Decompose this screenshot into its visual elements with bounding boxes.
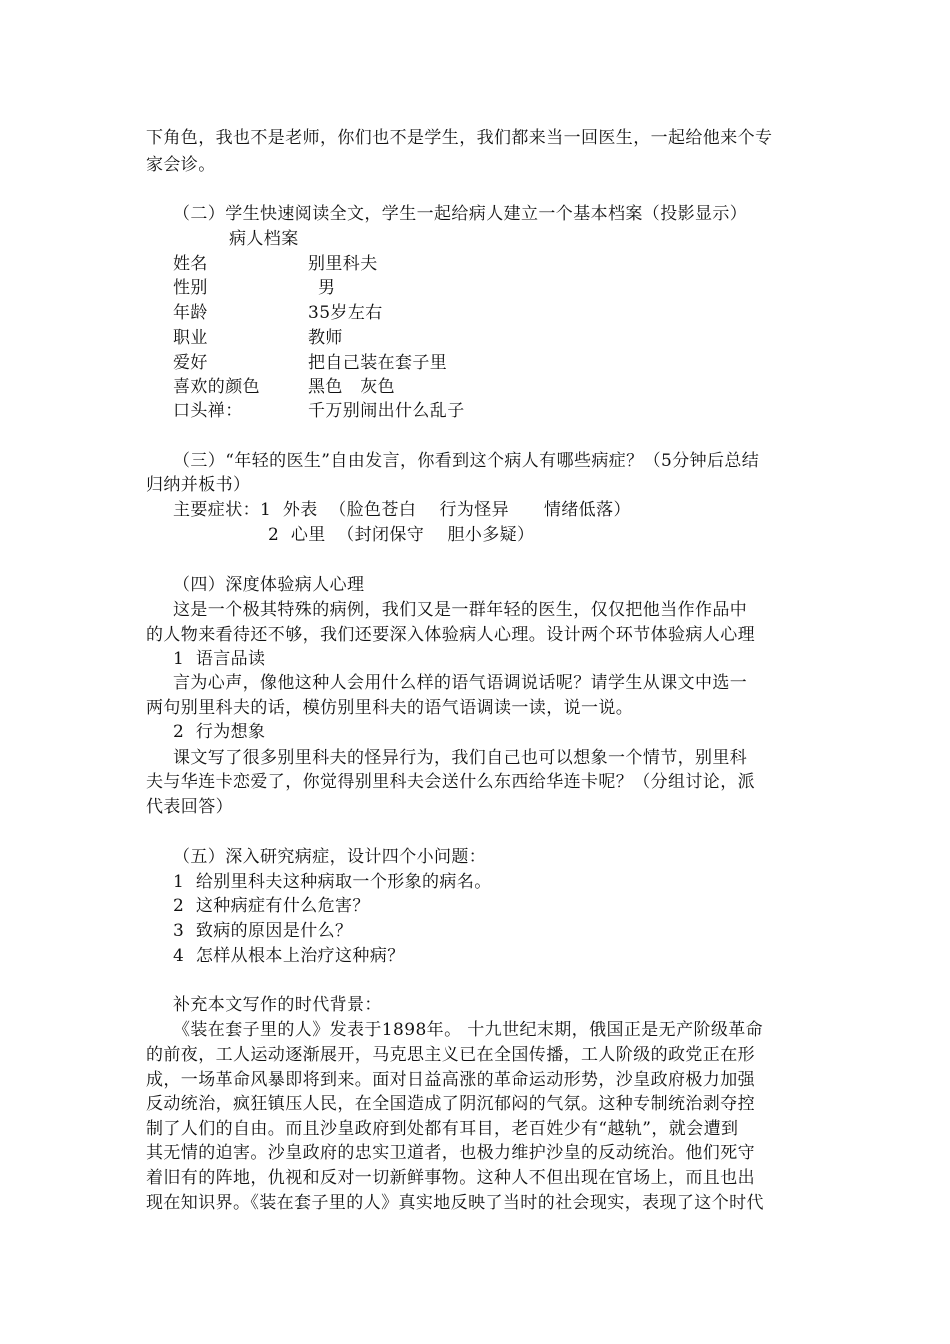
section-4-p3-line-3: 代表回答） <box>146 797 233 817</box>
section-4-p2-line-1: 言为心声，像他这种人会用什么样的语气语调说话呢？请学生从课文中选一 <box>173 673 748 693</box>
record-label-hobby: 爱好 <box>173 353 208 373</box>
record-value-gender: 男 <box>318 278 336 298</box>
intro-line-2: 家会诊。 <box>146 155 216 175</box>
section-2-heading: （二）学生快速阅读全文，学生一起给病人建立一个基本档案（投影显示） <box>173 204 748 224</box>
section-4-heading: （四）深度体验病人心理 <box>173 575 365 595</box>
symptom-1: 主要症状：1 外表 （脸色苍白 行为怪异 情绪低落） <box>173 500 631 520</box>
question-4: 4 怎样从根本上治疗这种病？ <box>173 946 405 966</box>
section-4-p3-line-1: 课文写了很多别里科夫的怪异行为，我们自己也可以想象一个情节，别里科 <box>173 748 748 768</box>
record-value-hobby: 把自己装在套子里 <box>308 353 448 373</box>
record-value-color: 黑色 灰色 <box>308 377 395 397</box>
background-line-5: 制了人们的自由。而且沙皇政府到处都有耳目，老百姓少有“越轨”，就会遭到 <box>146 1119 739 1139</box>
patient-record-title: 病人档案 <box>229 229 299 249</box>
record-value-age: 35岁左右 <box>308 303 383 323</box>
record-label-gender: 性别 <box>173 278 208 298</box>
record-label-occupation: 职业 <box>173 328 208 348</box>
symptom-2: 2 心里 （封闭保守 胆小多疑） <box>268 525 535 545</box>
section-4-p1-line-1: 这是一个极其特殊的病例，我们又是一群年轻的医生，仅仅把他当作作品中 <box>173 600 748 620</box>
background-heading: 补充本文写作的时代背景： <box>173 995 382 1015</box>
record-label-age: 年龄 <box>173 303 208 323</box>
section-4-item-1: 1 语言品读 <box>173 649 266 669</box>
intro-line-1: 下角色，我也不是老师，你们也不是学生，我们都来当一回医生，一起给他来个专 <box>146 128 773 148</box>
background-line-6: 其无情的迫害。沙皇政府的忠实卫道者，也极力维护沙皇的反动统治。他们死守 <box>146 1143 755 1163</box>
record-value-occupation: 教师 <box>308 328 343 348</box>
background-line-2: 的前夜，工人运动逐渐展开，马克思主义已在全国传播，工人阶级的政党正在形 <box>146 1045 755 1065</box>
record-value-catchphrase: 千万别闹出什么乱子 <box>308 401 465 421</box>
record-label-color: 喜欢的颜色 <box>173 377 260 397</box>
background-line-4: 反动统治，疯狂镇压人民，在全国造成了阴沉郁闷的气氛。这种专制统治剥夺控 <box>146 1094 755 1114</box>
section-4-item-2: 2 行为想象 <box>173 722 266 742</box>
question-3: 3 致病的原因是什么？ <box>173 921 353 941</box>
section-3-line-2: 归纳并板书） <box>146 475 251 495</box>
section-5-heading: （五）深入研究病症，设计四个小问题： <box>173 847 487 867</box>
section-4-p1-line-2: 的人物来看待还不够，我们还要深入体验病人心理。设计两个环节体验病人心理 <box>146 625 755 645</box>
section-3-line-1: （三）“年轻的医生”自由发言，你看到这个病人有哪些病症？（5分钟后总结 <box>173 451 760 471</box>
section-4-p2-line-2: 两句别里科夫的话，模仿别里科夫的语气语调读一读，说一说。 <box>146 698 634 718</box>
record-label-catchphrase: 口头禅： <box>173 401 243 421</box>
background-line-7: 着旧有的阵地，仇视和反对一切新鲜事物。这种人不但出现在官场上，而且也出 <box>146 1168 755 1188</box>
background-line-8: 现在知识界。《装在套子里的人》真实地反映了当时的社会现实，表现了这个时代 <box>146 1193 764 1213</box>
question-2: 2 这种病症有什么危害？ <box>173 896 370 916</box>
question-1: 1 给别里科夫这种病取一个形象的病名。 <box>173 872 492 892</box>
record-value-name: 别里科夫 <box>308 254 378 274</box>
background-line-1: 《装在套子里的人》发表于1898年。 十九世纪末期，俄国正是无产阶级革命 <box>173 1020 764 1040</box>
background-line-3: 成，一场革命风暴即将到来。面对日益高涨的革命运动形势，沙皇政府极力加强 <box>146 1070 755 1090</box>
record-label-name: 姓名 <box>173 254 208 274</box>
section-4-p3-line-2: 夫与华连卡恋爱了，你觉得别里科夫会送什么东西给华连卡呢？（分组讨论，派 <box>146 772 755 792</box>
